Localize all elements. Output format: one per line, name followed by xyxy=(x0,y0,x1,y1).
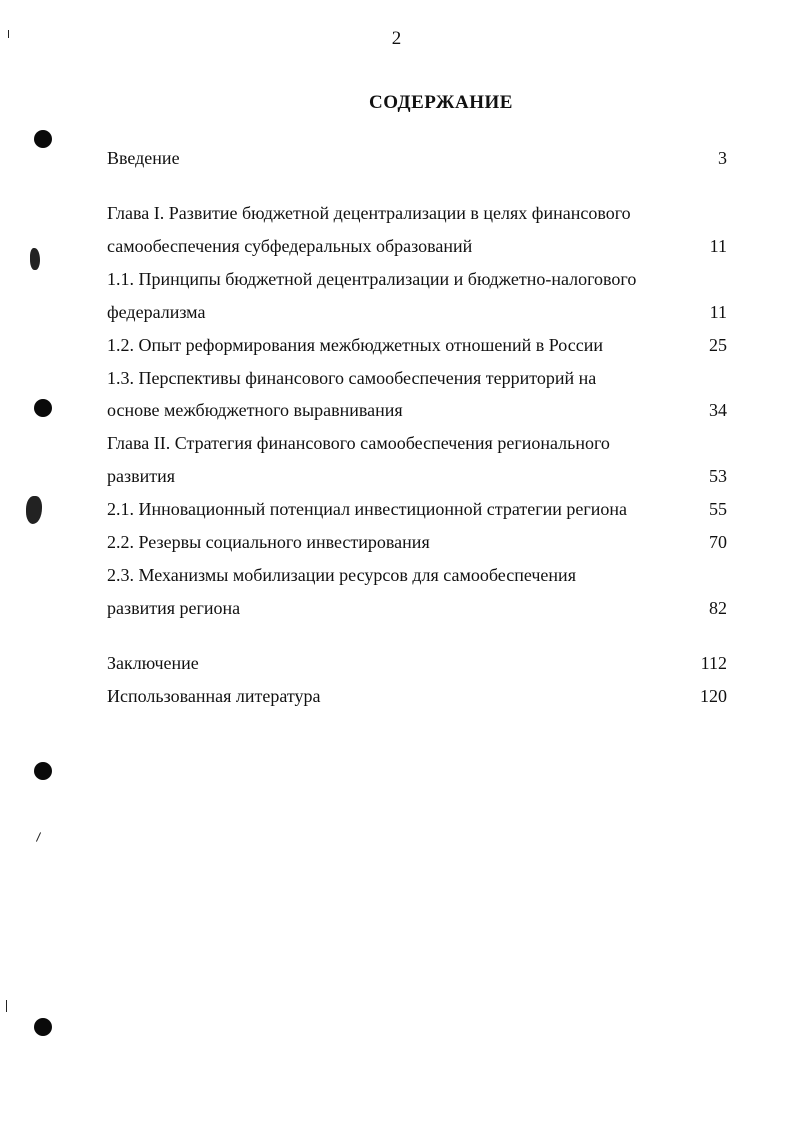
toc-entry-page: 120 xyxy=(700,686,727,706)
toc-entry-page: 53 xyxy=(709,466,727,486)
page-number: 2 xyxy=(391,28,402,49)
toc-entry-text: 2.1. Инновационный потенциал инвестиционной стратегии региона xyxy=(107,499,628,519)
toc-entry-text: 2.3. Механизмы мобилизации ресурсов для самообеспечения xyxy=(107,565,576,585)
toc-entry-text: самообеспечения субфедеральных образований xyxy=(107,236,473,256)
toc-entry-page: 82 xyxy=(709,598,727,618)
toc-entry-text: 1.1. Принципы бюджетной децентрализации и бюджетно-налогового xyxy=(107,269,637,289)
toc-entry-text: Глава I. Развитие бюджетной децентрализации в целях финансового xyxy=(107,203,631,223)
toc-entry-text: федерализма xyxy=(107,302,206,322)
toc-entry-text: основе межбюджетного выравнивания xyxy=(107,400,403,420)
toc-entry-page: 3 xyxy=(718,148,727,168)
toc-entry-text: 1.2. Опыт реформирования межбюджетных отношений в России xyxy=(107,335,603,355)
toc-title: СОДЕРЖАНИЕ xyxy=(369,92,513,113)
toc-entry-page: 34 xyxy=(709,400,727,420)
toc-entry-page: 55 xyxy=(709,499,727,519)
toc-entry-page: 11 xyxy=(709,236,727,256)
toc-entry-text: Использованная литература xyxy=(107,686,321,706)
toc-entry-text: развития региона xyxy=(107,598,241,618)
toc-entry-page: 70 xyxy=(709,532,727,552)
toc-entry-text: 1.3. Перспективы финансового самообеспечения территорий на xyxy=(107,368,597,388)
scan-speck xyxy=(36,832,41,841)
toc-entry-text: Введение xyxy=(107,148,180,168)
toc-entry-text: Заключение xyxy=(107,653,199,673)
punch-hole xyxy=(34,399,52,417)
scan-smudge xyxy=(26,496,42,524)
toc-entry-text: развития xyxy=(107,466,176,486)
punch-hole xyxy=(34,762,52,780)
toc-entry-text: 2.2. Резервы социального инвестирования xyxy=(107,532,430,552)
toc-entry-page: 112 xyxy=(700,653,727,673)
toc-entry-text: Глава II. Стратегия финансового самообеспечения регионального xyxy=(107,433,610,453)
scan-smudge xyxy=(30,248,40,270)
toc-entry-page: 11 xyxy=(709,302,727,322)
toc-entry-page: 25 xyxy=(709,335,727,355)
punch-hole xyxy=(34,130,52,148)
scan-speck xyxy=(6,1000,7,1012)
punch-hole xyxy=(34,1018,52,1036)
